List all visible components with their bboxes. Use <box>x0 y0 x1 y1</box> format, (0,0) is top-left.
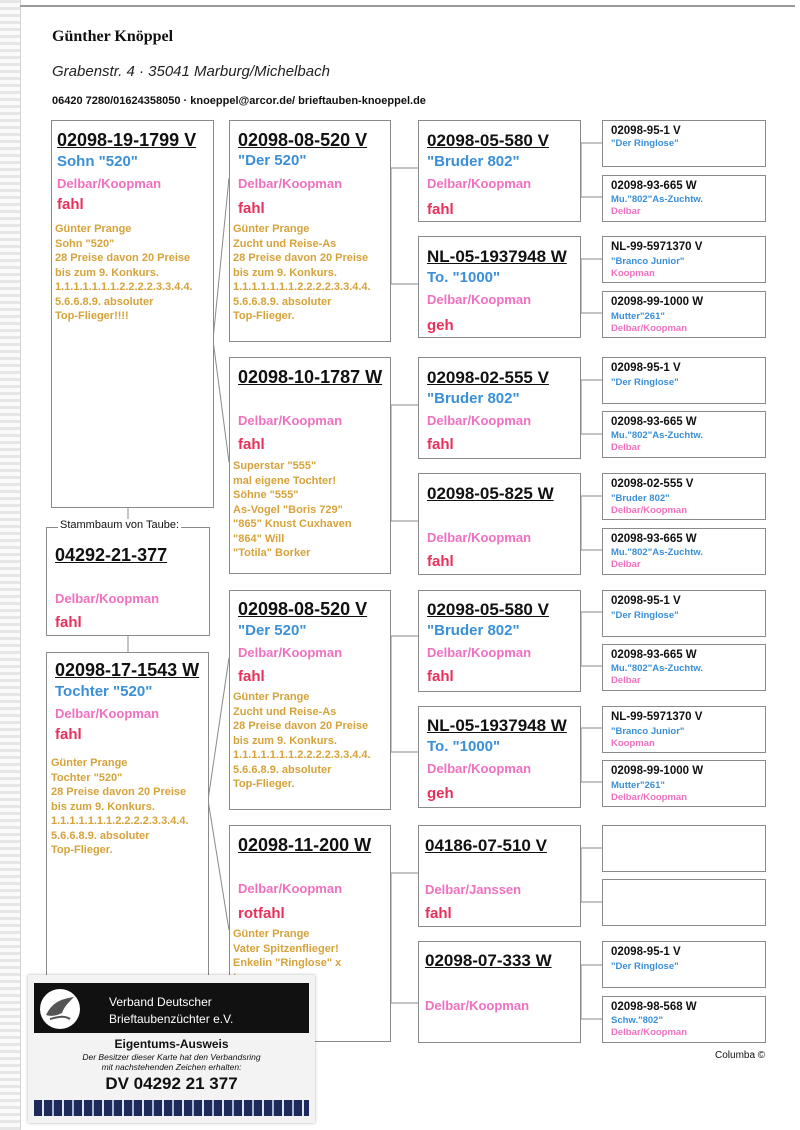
gen3-card-7 <box>418 825 581 927</box>
card-title: Eigentums-Ausweis <box>114 1037 229 1051</box>
mf-breed: Delbar/Koopman <box>238 645 343 660</box>
card-subtitle-line2: mit nachstehenden Zeichen erhalten: <box>101 1062 242 1072</box>
father-breed: Delbar/Koopman <box>57 176 162 191</box>
gen4-nickname: Mu."802"As-Zuchtw. <box>611 547 704 558</box>
subject-label: Stammbaum von Taube: <box>60 519 180 531</box>
gen4-ring: 02098-95-1 V <box>611 362 681 374</box>
mf-nickname: "Der 520" <box>238 622 307 639</box>
fm-breed: Delbar/Koopman <box>238 413 343 428</box>
gen4-ring: 02098-93-665 W <box>611 416 697 428</box>
gen3-color: fahl <box>427 201 454 218</box>
gen4-breed: Koopman <box>611 738 655 749</box>
gen3-ring: 04186-07-510 V <box>425 836 547 855</box>
subject-breed: Delbar/Koopman <box>55 591 160 606</box>
gen4-nickname: Mu."802"As-Zuchtw. <box>611 430 704 441</box>
fm-ring: 02098-10-1787 W <box>238 367 383 387</box>
mm-notes: Günter Prange Vater Spitzenflieger! Enkelin "Ringlose" x <box>233 928 342 969</box>
gen4-ring: NL-99-5971370 V <box>611 241 703 253</box>
gen4-nickname: Mu."802"As-Zuchtw. <box>611 194 704 205</box>
gen3-card-3 <box>418 357 581 459</box>
gen3-nickname: "Bruder 802" <box>427 153 520 170</box>
gen3-ring: 02098-02-555 V <box>427 368 549 387</box>
gen3-breed: Delbar/Koopman <box>427 530 532 545</box>
gen4-ring: 02098-02-555 V <box>611 478 694 490</box>
subject-color: fahl <box>55 614 82 631</box>
grandsire-paternal-card <box>229 120 391 342</box>
gen4-card-11 <box>602 706 766 753</box>
gen4-nickname: Mutter"261" <box>611 311 665 322</box>
gen4-nickname: "Branco Junior" <box>611 256 685 267</box>
gen3-color: fahl <box>425 905 452 922</box>
gen4-card-14 <box>602 879 766 926</box>
ff-ring: 02098-08-520 V <box>238 130 368 150</box>
gen3-ring: NL-05-1937948 W <box>427 716 567 735</box>
father-ring: 02098-19-1799 V <box>57 130 197 150</box>
gen4-nickname: Mutter"261" <box>611 780 665 791</box>
gen4-card-7 <box>602 473 766 520</box>
father-nickname: Sohn "520" <box>57 153 138 170</box>
card-org-line1: Verband Deutscher <box>109 995 212 1009</box>
gen3-breed: Delbar/Koopman <box>425 998 530 1013</box>
gen4-ring: 02098-99-1000 W <box>611 765 704 777</box>
gen4-ring: 02098-93-665 W <box>611 649 697 661</box>
father-notes: Günter Prange Sohn "520" 28 Preise davon 20 Preise bis zum 9. Konkurs. 1.1.1.1.1.1.1.2.2.2.2.3.3.4.4. 5.6.6.8.9. absoluter Top-Flieger!!!! <box>55 223 193 322</box>
gen3-color: fahl <box>427 553 454 570</box>
gen4-ring: 02098-99-1000 W <box>611 296 704 308</box>
gen4-breed: Delbar <box>611 559 641 570</box>
gen4-breed: Delbar <box>611 675 641 686</box>
gen3-ring: 02098-07-333 W <box>425 951 552 970</box>
subject-ring: 04292-21-377 <box>55 545 168 565</box>
pigeon-logo-icon <box>40 989 80 1029</box>
gen4-card-4 <box>602 291 766 338</box>
mother-nickname: Tochter "520" <box>55 683 153 700</box>
father-card <box>51 120 214 508</box>
fm-notes: Superstar "555" mal eigene Tochter! Söhne "555" As-Vogel "Boris 729" "865" Knust Cuxhaven "864" Will "Totila" Borker <box>233 460 352 559</box>
gen3-breed: Delbar/Koopman <box>427 645 532 660</box>
gen4-nickname: "Bruder 802" <box>611 493 670 504</box>
gen3-card-5 <box>418 590 581 692</box>
gen4-ring: 02098-93-665 W <box>611 180 697 192</box>
gen4-ring: 02098-95-1 V <box>611 595 681 607</box>
mother-card <box>46 652 209 980</box>
gen4-card-5 <box>602 357 766 404</box>
gen3-breed: Delbar/Janssen <box>425 882 522 897</box>
ff-color: fahl <box>238 200 265 217</box>
gen3-color: geh <box>427 785 454 802</box>
gen4-nickname: "Der Ringlose" <box>611 138 679 149</box>
gen4-ring: 02098-95-1 V <box>611 125 681 137</box>
gen3-nickname: To. "1000" <box>427 738 501 755</box>
card-pattern-strip <box>34 1100 309 1116</box>
ownership-card <box>28 975 315 1123</box>
mother-breed: Delbar/Koopman <box>55 706 160 721</box>
gen4-card-15 <box>602 941 766 988</box>
gen4-card-3 <box>602 236 766 283</box>
gen4-nickname: "Der Ringlose" <box>611 610 679 621</box>
mother-notes: Günter Prange Tochter "520" 28 Preise davon 20 Preise bis zum 9. Konkurs. 1.1.1.1.1.1.1.2.2.2.2.3.3.4.4. 5.6.6.8.9. absoluter Top-Flieger. <box>51 757 189 856</box>
gen3-breed: Delbar/Koopman <box>427 761 532 776</box>
gen4-card-12 <box>602 760 766 807</box>
grandsire-maternal-card <box>229 590 391 810</box>
gen4-ring: NL-99-5971370 V <box>611 711 703 723</box>
gen3-ring: 02098-05-580 V <box>427 131 549 150</box>
card-header <box>34 983 309 1033</box>
breeder-address: Grabenstr. 4 · 35041 Marburg/Michelbach <box>52 63 330 80</box>
card-subtitle-line1: Der Besitzer dieser Karte hat den Verbandsring <box>82 1052 261 1062</box>
granddam-paternal-card <box>229 357 391 574</box>
subject-card <box>46 527 210 636</box>
gen3-card-1 <box>418 120 581 222</box>
gen4-card-16 <box>602 996 766 1043</box>
gen4-card-6 <box>602 411 766 458</box>
gen4-ring: 02098-95-1 V <box>611 946 681 958</box>
gen4-nickname: "Der Ringlose" <box>611 377 679 388</box>
gen3-nickname: To. "1000" <box>427 269 501 286</box>
gen4-card-10 <box>602 644 766 691</box>
mother-color: fahl <box>55 726 82 743</box>
gen4-card-1 <box>602 120 766 167</box>
gen4-breed: Delbar <box>611 206 641 217</box>
gen3-nickname: "Bruder 802" <box>427 622 520 639</box>
mf-color: fahl <box>238 668 265 685</box>
ff-breed: Delbar/Koopman <box>238 176 343 191</box>
gen4-nickname: Mu."802"As-Zuchtw. <box>611 663 704 674</box>
mf-notes: Günter Prange Zucht und Reise-As 28 Preise davon 20 Preise bis zum 9. Konkurs. 1.1.1.1.1.1.1.2.2.2.2.3.3.4.4. 5.6.6.8.9. absoluter Top-Flieger. <box>233 691 371 790</box>
mother-ring: 02098-17-1543 W <box>55 660 200 680</box>
mm-ring: 02098-11-200 W <box>238 835 372 855</box>
gen3-breed: Delbar/Koopman <box>427 176 532 191</box>
gen4-breed: Delbar/Koopman <box>611 792 688 803</box>
gen3-color: fahl <box>427 668 454 685</box>
gen4-ring: 02098-93-665 W <box>611 533 697 545</box>
gen3-ring: 02098-05-825 W <box>427 484 554 503</box>
mm-breed: Delbar/Koopman <box>238 881 343 896</box>
gen3-ring: 02098-05-580 V <box>427 600 549 619</box>
gen4-nickname: "Der Ringlose" <box>611 961 679 972</box>
fm-color: fahl <box>238 436 265 453</box>
copyright-footer: Columba © <box>715 1050 766 1061</box>
card-org-line2: Brieftaubenzüchter e.V. <box>109 1012 234 1026</box>
gen4-ring: 02098-98-568 W <box>611 1001 697 1013</box>
gen4-card-8 <box>602 528 766 575</box>
gen3-color: geh <box>427 317 454 334</box>
gen3-card-8 <box>418 941 581 1043</box>
gen4-card-2 <box>602 175 766 222</box>
gen4-breed: Koopman <box>611 268 655 279</box>
father-color: fahl <box>57 196 84 213</box>
gen3-card-2 <box>418 236 581 338</box>
gen4-breed: Delbar/Koopman <box>611 505 688 516</box>
gen4-nickname: Schw."802" <box>611 1015 663 1026</box>
gen4-breed: Delbar/Koopman <box>611 323 688 334</box>
ff-nickname: "Der 520" <box>238 152 307 169</box>
gen3-ring: NL-05-1937948 W <box>427 247 567 266</box>
gen3-breed: Delbar/Koopman <box>427 413 532 428</box>
gen3-card-4 <box>418 473 581 575</box>
gen4-breed: Delbar/Koopman <box>611 1027 688 1038</box>
gen3-nickname: "Bruder 802" <box>427 390 520 407</box>
breeder-name: Günther Knöppel <box>52 28 174 45</box>
gen3-card-6 <box>418 706 581 808</box>
gen4-card-9 <box>602 590 766 637</box>
mm-color: rotfahl <box>238 905 285 922</box>
gen4-breed: Delbar <box>611 442 641 453</box>
gen3-breed: Delbar/Koopman <box>427 292 532 307</box>
mf-ring: 02098-08-520 V <box>238 599 368 619</box>
gen4-nickname: "Branco Junior" <box>611 726 685 737</box>
gen3-color: fahl <box>427 436 454 453</box>
gen4-card-13 <box>602 825 766 872</box>
card-ring-number: DV 04292 21 377 <box>105 1074 238 1093</box>
breeder-contact: 06420 7280/01624358050 · knoeppel@arcor.de/ brieftauben-knoeppel.de <box>52 95 426 107</box>
ff-notes: Günter Prange Zucht und Reise-As 28 Preise davon 20 Preise bis zum 9. Konkurs. 1.1.1.1.1.1.1.2.2.2.2.3.3.4.4. 5.6.6.8.9. absoluter Top-Flieger. <box>233 223 371 322</box>
